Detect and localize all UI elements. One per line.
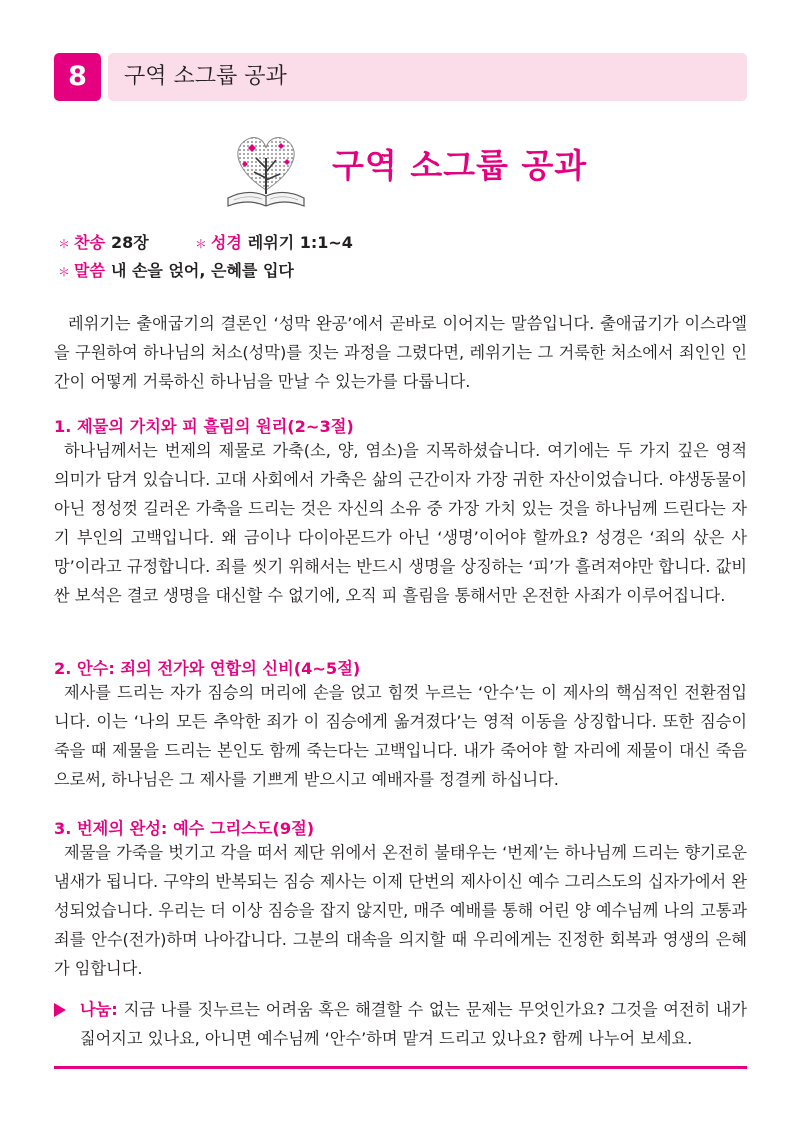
word-label: 말씀 [74, 261, 105, 280]
hymn-label: 찬송 [74, 233, 105, 252]
section-1-heading: 1. 제물의 가치와 피 흘림의 원리(2~3절) [54, 417, 354, 436]
header-bar [108, 53, 747, 101]
header-title: 구역 소그룹 공과 [124, 64, 287, 89]
page-header [54, 53, 747, 101]
main-title: 구역 소그룹 공과 [332, 146, 588, 185]
lesson-number: 8 [54, 53, 101, 101]
word-value: 내 손을 얹어, 은혜를 입다 [110, 261, 294, 280]
heart-tree-bible-icon [218, 128, 314, 224]
section-3-heading: 3. 번제의 완성: 예수 그리스도(9절) [54, 819, 315, 838]
sharing-text-block [80, 995, 747, 1053]
intro-paragraph: 레위기는 출애굽기의 결론인 ‘성막 완공’에서 곧바로 이어지는 말씀입니다. 출애굽기가 이스라엘을 구원하여 하나님의 처소(성막)를 짓는 과정을 그렸다면, 레위기는 그 거룩한 처소에서 죄인인 인간이 어떻게 거룩하신 하나님을 만날 수 있는가를 다룹니다. [54, 314, 747, 391]
bullet-star-icon: ＊ [58, 237, 71, 251]
meta-row-1 [58, 230, 353, 253]
scripture-value: 레위기 1:1~4 [247, 233, 353, 252]
hymn-value: 28장 [110, 233, 149, 252]
bullet-star-icon: ＊ [58, 265, 71, 279]
sharing-label: 나눔: [80, 1000, 118, 1019]
section-3-body: 제물을 가죽을 벗기고 각을 떠서 제단 위에서 온전히 불태우는 ‘번제’는 하나님께 드리는 향기로운 냄새가 됩니다. 구약의 반복되는 짐승 제사는 이제 단번의 제사이신 예수 그리스도의 십자가에서 완성되었습니다. 우리는 더 이상 짐승을 잡지 않지만, 매주 예배를 통해 어린 양 예수님께 나의 고통과 죄를 안수(전가)하며 나아갑니다. 그분의 대속을 의지할 때 우리에게는 진정한 회복과 영생의 은혜가 임합니다. [54, 843, 747, 978]
section-2-body: 제사를 드리는 자가 짐승의 머리에 손을 얹고 힘껏 누르는 ‘안수’는 이 제사의 핵심적인 전환점입니다. 이는 ‘나의 모든 추악한 죄가 이 짐승에게 옮겨졌다’는 영적 이동을 상징합니다. 또한 짐승이 죽을 때 제물을 드리는 본인도 함께 죽는다는 고백입니다. 내가 죽어야 할 자리에 제물이 대신 죽음으로써, 하나님은 그 제사를 기쁘게 받으시고 예배자를 정결케 하십니다. [54, 683, 747, 789]
bullet-star-icon: ＊ [194, 237, 207, 251]
meta-row-2 [58, 258, 294, 281]
triangle-right-icon [54, 1003, 66, 1017]
section-2-heading: 2. 안수: 죄의 전가와 연합의 신비(4~5절) [54, 659, 361, 678]
bottom-divider [54, 1066, 747, 1069]
sharing-text: 지금 나를 짓누르는 어려움 혹은 해결할 수 없는 문제는 무엇인가요? 그것을 여전히 내가 짊어지고 있나요, 아니면 예수님께 ‘안수’하며 맡겨 드리고 있나요? 함께 나누어 보세요. [80, 1000, 747, 1048]
sharing-question [54, 995, 747, 1053]
section-1-body: 하나님께서는 번제의 제물로 가축(소, 양, 염소)을 지목하셨습니다. 여기에는 두 가지 깊은 영적 의미가 담겨 있습니다. 고대 사회에서 가축은 삶의 근간이자 가장 귀한 자산이었습니다. 야생동물이 아닌 정성껏 길러온 가축을 드리는 것은 자신의 소유 중 가장 가치 있는 것을 하나님께 드린다는 자기 부인의 고백입니다. 왜 금이나 다이아몬드가 아닌 ‘생명’이어야 할까요? 성경은 ‘죄의 삯은 사망’이라고 규정합니다. 죄를 씻기 위해서는 반드시 생명을 상징하는 ‘피’가 흘려져야만 합니다. 값비싼 보석은 결코 생명을 대신할 수 없기에, 오직 피 흘림을 통해서만 온전한 사죄가 이루어집니다. [54, 441, 747, 605]
scripture-label: 성경 [210, 233, 242, 252]
